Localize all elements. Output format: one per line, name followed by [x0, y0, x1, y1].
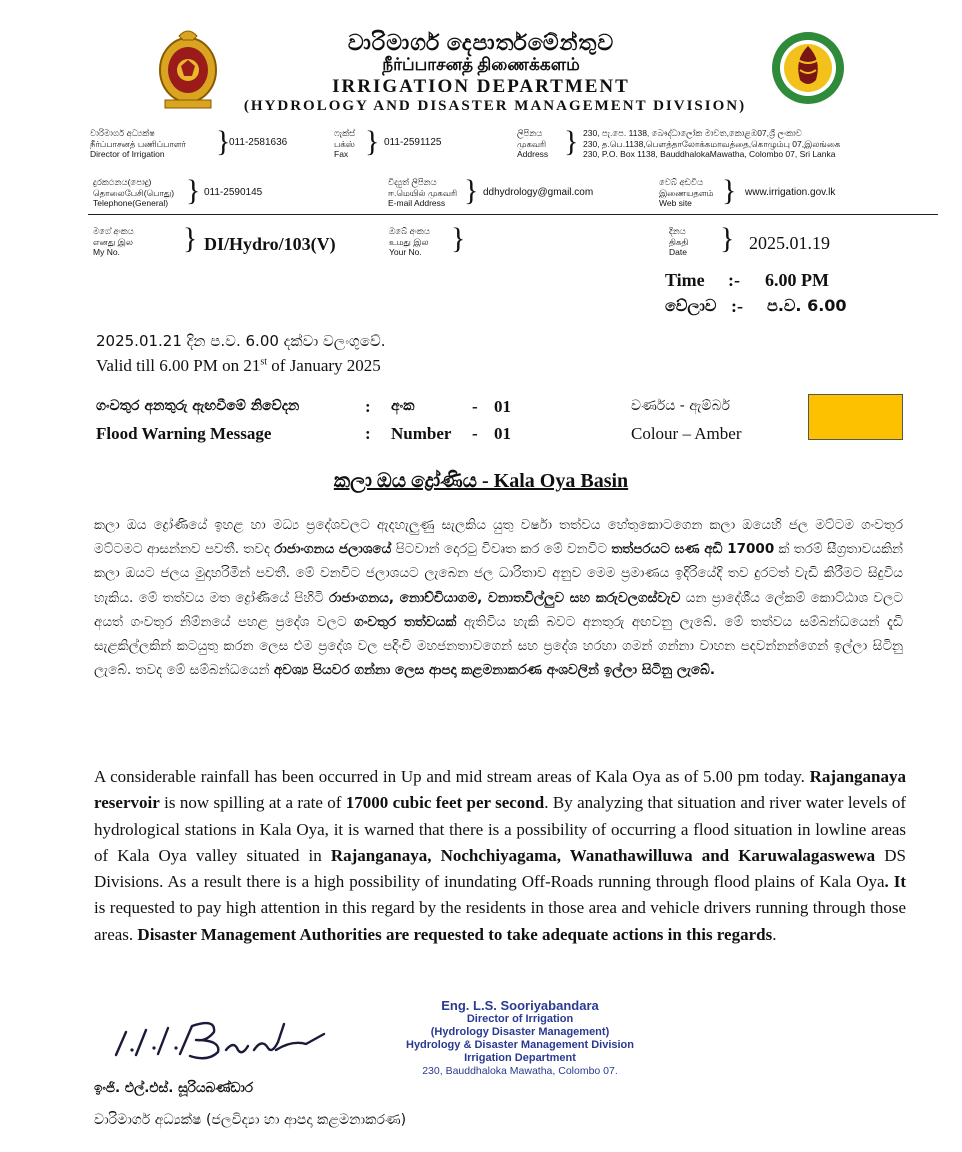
english-paragraph: A considerable rainfall has been occurred in Up and mid stream areas of Kala Oya as of 5.00 pm today. Rajanganaya reservoir is now spilling at a rate of 17000 cubic feet per second. By analyzing that situation and river water levels of hydrological stations in Kala Oya, it is warned that there is a possibility of occurring a flood situation in lowline areas of Kala Oya valley situated in Rajanganaya, Nochchiyagama, Wanathawilluwa and Karuwalagaswewa DS Divisions. As a result there is a high possibility of inundating Off-Roads running through flood plains of Kala Oya. It is requested to pay high attention in this regard by the residents in those area and vehicle drivers running through those areas. Disaster Management Authorities are requested to take adequate actions in this regards. [94, 767, 906, 944]
email-address: ddhydrology@gmail.com [483, 187, 594, 198]
telephone-number: 011-2590145 [204, 187, 263, 198]
stamp-line: Director of Irrigation [466, 1013, 574, 1025]
your-no-label: ඔබේ අංකය உமது இல Your No. [389, 226, 430, 257]
time-label-en: Time [665, 270, 705, 290]
division-title: (HYDROLOGY AND DISASTER MANAGEMENT DIVISION) [243, 98, 747, 114]
colour-label-si: වර්ණය - ඇම්බර් [631, 398, 730, 414]
brace: } [186, 174, 201, 207]
department-title-tamil: நீர்ப்பாசனத் திணைக்களம் [382, 55, 580, 74]
flood-warning-label-si: ගංවතුර අනතුරු ඇඟවීමේ නිවේදන [96, 398, 300, 414]
dash: - [472, 424, 478, 443]
brace: } [720, 222, 735, 255]
colon: : [365, 397, 371, 416]
address-value: 230, පැ.පෙ. 1138, බෞද්ධාලෝක මාවත,කොළඹ07,ශ්‍රී ලංකාව 230, த.பெ.1138,பௌத்தாலோக்கமாவத்தை,கொழும்பு 07,இலங்கை 230, P.O. Box 1138, BauddhalokaMawatha, Colombo 07, Sri Lanka [583, 128, 841, 159]
basin-title: කලා ඔය ද්‍රෝණිය - Kala Oya Basin [333, 470, 629, 492]
amber-colour-swatch [808, 394, 903, 440]
time-label-si: වේලාව [665, 296, 717, 315]
website-label: වෙබ් අඩවිය இணையதளம் Web site [659, 177, 714, 208]
time-value-si: ප.ව. 6.00 [767, 296, 847, 315]
document-date: 2025.01.19 [749, 233, 830, 253]
stamp-line: Irrigation Department [464, 1052, 576, 1064]
brace: } [451, 222, 466, 255]
validity-english: Valid till 6.00 PM on 21st of January 2025 [96, 356, 381, 375]
brace: } [183, 222, 198, 255]
stamp-name: Eng. L.S. Sooriyabandara [441, 998, 599, 1013]
stamp-address: 230, Bauddhaloka Mawatha, Colombo 07. [422, 1065, 618, 1077]
time-separator: :- [731, 296, 743, 316]
number-label-si: අංක [391, 398, 415, 414]
colour-label-en: Colour – Amber [631, 424, 742, 443]
number-label-en: Number [391, 424, 452, 443]
warning-number-en: 01 [494, 424, 511, 443]
flood-warning-label-en: Flood Warning Message [96, 424, 272, 443]
header-divider [88, 214, 938, 215]
brace: } [365, 125, 380, 158]
time-separator: :- [728, 270, 740, 290]
department-title-english: IRRIGATION DEPARTMENT [332, 76, 630, 97]
address-label: ලිපිනය முகவரி Address [517, 128, 549, 159]
sinhala-paragraph: කලා ඔය ද්‍රෝණියේ ඉහළ හා මධ්‍ය ප්‍රදේශවලට ඇදහැලුණු සැලකිය යුතු වර්ෂා තත්වය හේතුකොටගෙන කලා ඔයෙහි ජල මට්ටම ගංවතුර මට්ටමට ආසන්නව පවතී. තවද රාජාංගනය ජලාශයේ පිටවාන් දොරටු විවෘත කර මේ වනවිට තත්පරයට ඝණ අඩි 17000 ක් තරම් සීග්‍රතාවයකින් කලා ඔයට ජලය මුදාහරිමින් පවතී. මේ වනවිට ජලාශයට ලැබෙන ජල ධාරිතාව අනුව මෙම ප්‍රමාණය ඉදිරියේදි තව දුරටත් වැඩි කිරීමට සිදුවිය හැකිය. මේ තත්වය මත ද්‍රෝණියේ පිහිටි රාජාංගනය, නොච්චියාගම, වනාතවිල්ලුව සහ කරුවලගස්වැව යන ප්‍රාදේශීය ලේකම් කොට්ඨාශ වලට අයත් ගංවතුර නිම්නයේ පහළ ප්‍රදේශ වලට ගංවතුර තත්වයක් ඇතිවිය හැකි බවට අනතුරු අඟවනු ලැබේ. මේ තත්වය සම්බන්ධයෙන් දැඩි සැළකිල්ලකින් කටයුතු කරන ලෙස එම ප්‍රදේශ වල පදිංචි මහජනතාවගෙන් සහ ප්‍රදේශ හරහා ගමන් ගන්නා වාහන පදවන්නන්ගෙන් ඉල්ලා සිටිනු ලැබේ. තවද මේ සම්බන්ධයෙන් අවශ්‍ය පියවර ගන්නා ලෙස ආපදා කළමනාකරණ අංශවලින් ඉල්ලා සිටිනු ලැබේ. [94, 517, 904, 679]
time-value-en: 6.00 PM [765, 270, 829, 290]
brace: } [216, 125, 231, 158]
stamp-line: (Hydrology Disaster Management) [430, 1026, 610, 1038]
stamp-line: Hydrology & Disaster Management Division [406, 1039, 634, 1051]
director-phone: 011-2581636 [229, 137, 288, 148]
signatory-name: ඉංජි. එල්.එස්. සූරියබණ්ඩාර [94, 1080, 254, 1096]
signatory-title: වාරිමාර්ග අධ්‍යක්ෂ (ජලවිද්‍යා හා ආපදා කළමනාකරණ) [94, 1112, 407, 1128]
director-label: වාරිමාර්ග අධ්‍යක්ෂ நீர்ப்பாசனத் பணிப்பாளர் Director of Irrigation [90, 128, 186, 159]
fax-number: 011-2591125 [384, 137, 442, 148]
date-label: දිනය திகதி Date [669, 226, 689, 257]
my-no-label: මගේ අංකය எனது இல My No. [93, 226, 134, 257]
brace: } [464, 174, 479, 207]
brace: } [564, 125, 579, 158]
department-title-sinhala: වාරිමාර්ග දෙපාර්තමේන්තුව [347, 30, 615, 55]
brace: } [722, 174, 737, 207]
website-url: www.irrigation.gov.lk [745, 187, 836, 198]
telephone-label: දුරකථනය(පොදු) தொலைபேசி(பொது) Telephone(General) [93, 177, 175, 208]
validity-sinhala: 2025.01.21 දින ප.ව. 6.00 දක්වා වලංගුවේ. [96, 332, 386, 350]
email-label: විද්‍යුත් ලිපිනය ஈ.மெயில் முகவரி E-mail Address [388, 177, 458, 208]
colon: : [365, 424, 371, 443]
dash: - [472, 397, 478, 416]
fax-label: ෆැක්ස් பக்ஸ் Fax [334, 128, 356, 159]
handwritten-signature [96, 1010, 336, 1070]
warning-number-si: 01 [494, 397, 511, 416]
official-stamp [400, 998, 640, 1078]
my-reference-number: DI/Hydro/103(V) [204, 234, 336, 254]
